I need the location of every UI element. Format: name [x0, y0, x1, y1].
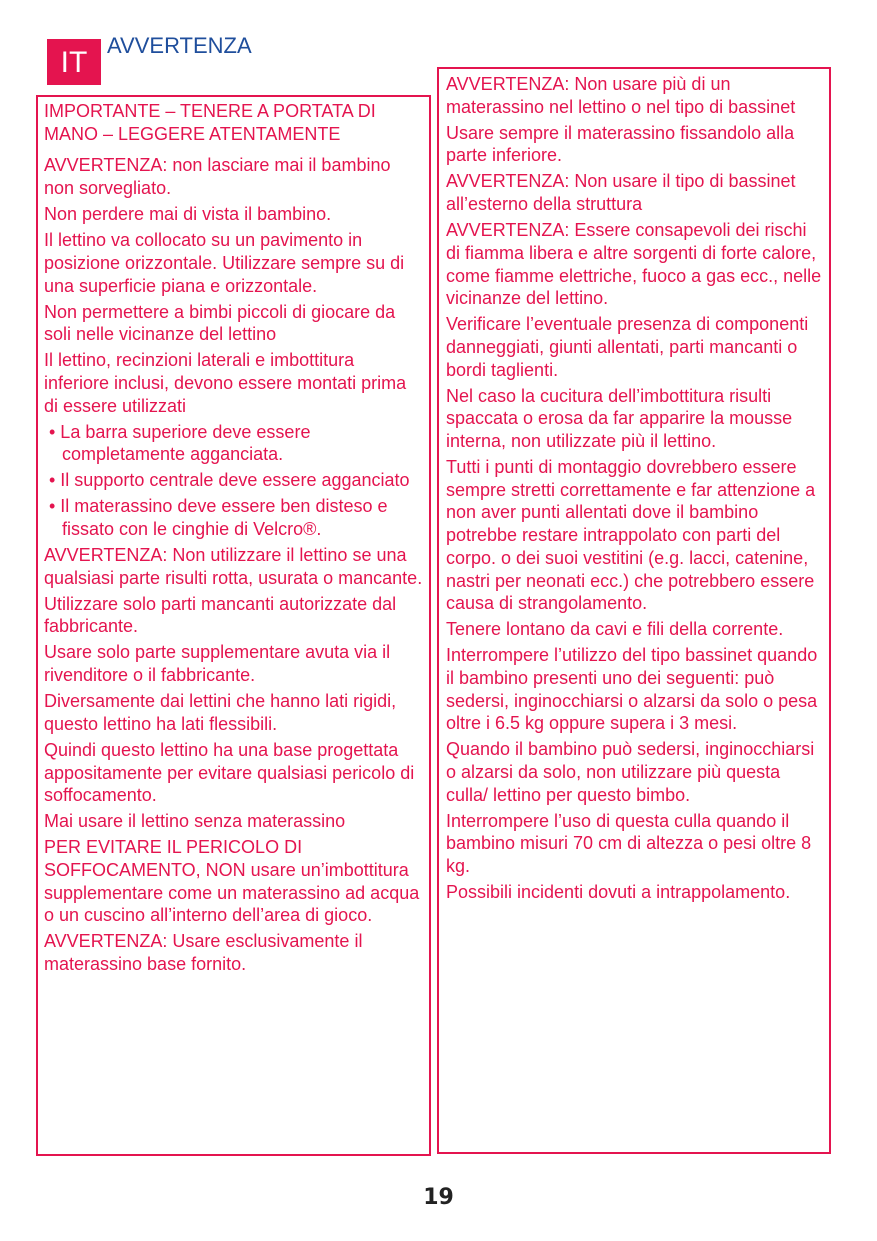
warning-paragraph: Il lettino, recinzioni laterali e imbottitura inferiore inclusi, devono essere montati prima di essere utilizzati — [44, 350, 407, 416]
page-number: 19 — [423, 1185, 454, 1210]
warning-paragraph: AVVERTENZA: non lasciare mai il bambino non sorvegliato. — [44, 155, 391, 199]
warning-paragraph: Usare solo parte supplementare avuta via il rivenditore o il fabbricante. — [44, 642, 391, 686]
warning-paragraph: AVVERTENZA: Non utilizzare il lettino se una qualsiasi parte risulti rotta, usurata o mancante. — [44, 545, 423, 588]
bullet-item: • Il supporto centrale deve essere agganciato — [49, 470, 410, 491]
warning-paragraph: Diversamente dai lettini che hanno lati rigidi, questo lettino ha lati flessibili. — [44, 691, 397, 734]
bullet-item: • La barra superiore deve essere completamente agganciata. — [49, 421, 311, 465]
warning-paragraph: Utilizzare solo parti mancanti autorizzate dal fabbricante. — [44, 593, 397, 637]
warning-paragraph: AVVERTENZA: Usare esclusivamente il materassino base fornito. — [44, 931, 363, 975]
warning-column-right — [437, 67, 831, 1154]
warning-paragraph: Il lettino va collocato su un pavimento in posizione orizzontale. Utilizzare sempre su di una superficie piana e orizzontale. — [44, 230, 405, 296]
warning-paragraph: PER EVITARE IL PERICOLO DI SOFFOCAMENTO, NON usare un’imbottitura supplementare come un materassino ad acqua o un cuscino all’interno dell’area di gioco. — [44, 837, 420, 926]
page-title: AVVERTENZA — [107, 33, 252, 58]
warning-paragraph: Interrompere l’uso di questa culla quando il bambino misuri 70 cm di altezza o pesi oltre 8 kg. — [446, 810, 812, 877]
warning-paragraph: Tutti i punti di montaggio dovrebbero essere sempre stretti correttamente e far attenzione a non aver punti allentati dove il bambino potrebbe restare intrappolato con parti del corpo. o dei suoi vestitini (e.g. lacci, catenine, nastri per neonati ecc.) che potrebbero essere causa di strangolamento. — [446, 457, 816, 614]
warning-paragraph: Quando il bambino può sedersi, inginocchiarsi o alzarsi da solo, non utilizzare più questa culla/ lettino per questo bimbo. — [446, 739, 815, 805]
bullet-item: • Il materassino deve essere ben disteso e fissato con le cinghie di Velcro®. — [49, 496, 388, 540]
warning-paragraph: Verificare l’eventuale presenza di componenti danneggiati, giunti allentati, parti mancanti o bordi taglienti. — [446, 314, 809, 380]
warning-paragraph: Usare sempre il materassino fissandolo alla parte inferiore. — [446, 122, 795, 166]
warning-paragraph: Possibili incidenti dovuti a intrappolamento. — [446, 882, 791, 903]
important-heading: IMPORTANTE – TENERE A PORTATA DI MANO – LEGGERE ATENTAMENTE — [44, 101, 376, 144]
warning-paragraph: Nel caso la cucitura dell’imbottitura risulti spaccata o erosa da far apparire la mousse interna, non utilizzate più il lettino. — [446, 385, 793, 452]
language-badge: IT — [47, 39, 101, 85]
warning-paragraph: AVVERTENZA: Essere consapevoli dei rischi di fiamma libera e altre sorgenti di forte calore, come fiamme elettriche, fuoco a gas ecc., nelle vicinanze del lettino. — [446, 220, 822, 309]
warning-paragraph: Mai usare il lettino senza materassino — [44, 811, 346, 832]
warning-paragraph: AVVERTENZA: Non usare il tipo di bassinet all’esterno della struttura — [446, 171, 796, 215]
warning-paragraph: Non perdere mai di vista il bambino. — [44, 204, 332, 225]
warning-paragraph: Non permettere a bimbi piccoli di giocare da soli nelle vicinanze del lettino — [44, 301, 396, 345]
warning-paragraph: Quindi questo lettino ha una base progettata appositamente per evitare qualsiasi pericolo di soffocamento. — [44, 739, 415, 806]
warning-paragraph: Tenere lontano da cavi e fili della corrente. — [446, 619, 784, 640]
warning-paragraph: AVVERTENZA: Non usare più di un materassino nel lettino o nel tipo di bassinet — [446, 74, 796, 117]
warning-paragraph: Interrompere l’utilizzo del tipo bassinet quando il bambino presenti uno dei seguenti: può sedersi, inginocchiarsi o alzarsi da solo o pesa oltre i 6.5 kg oppure supera i 3 mesi. — [446, 645, 818, 734]
warning-column-left — [36, 95, 431, 1156]
